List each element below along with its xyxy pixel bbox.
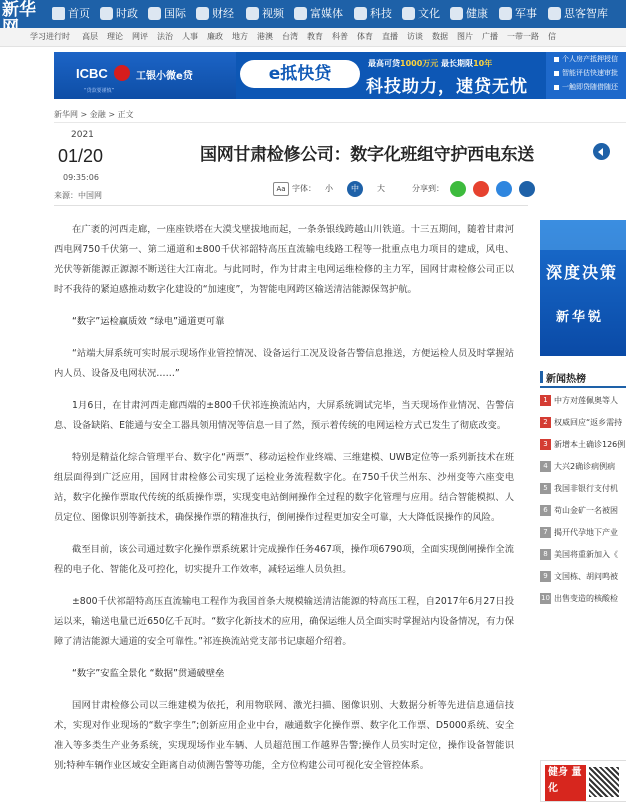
rank-badge: 5 (540, 483, 551, 494)
hot-news-item[interactable] (540, 588, 626, 606)
subnav-item[interactable]: 廉政 (207, 32, 223, 41)
rank-badge: 2 (540, 417, 551, 428)
hot-news-item[interactable] (540, 434, 626, 452)
hot-news-item[interactable] (540, 522, 626, 540)
rank-badge: 8 (540, 549, 551, 560)
subnav-item[interactable]: 学习进行时 (30, 32, 70, 41)
perk-text: 个人房产抵押授信 (562, 55, 618, 63)
terms-mid: 最长期限 (438, 59, 474, 68)
hot-news-text: 揭开代孕地下产业 (554, 528, 618, 537)
nav-label: 国际 (164, 7, 186, 20)
perk-item (546, 66, 626, 80)
brand-slogan: “贷款要谨慎” (84, 88, 115, 94)
site-logo[interactable] (2, 1, 48, 27)
nav-culture[interactable] (402, 0, 440, 28)
article-subheading: “数字”运检赢质效 “绿电”通道更可靠 (72, 316, 225, 327)
subnav-item[interactable]: 网评 (132, 32, 148, 41)
perk-item (546, 52, 626, 66)
wechat-icon[interactable] (450, 181, 466, 197)
hot-news-item[interactable] (540, 478, 626, 496)
rank-badge: 4 (540, 461, 551, 472)
hot-news-item[interactable] (540, 544, 626, 562)
article-body (54, 220, 514, 776)
subnav-item[interactable]: 图片 (457, 32, 473, 41)
article-title: 国网甘肃检修公司：数字化班组守护西电东送 (200, 145, 534, 165)
hot-news-text: 文国栋、胡问鸣被 (554, 572, 618, 581)
nav-think-tank[interactable] (548, 0, 608, 28)
nav-finance[interactable] (196, 0, 234, 28)
bullet-icon (554, 71, 559, 76)
nav-world[interactable] (148, 0, 186, 28)
bullet-icon (554, 57, 559, 62)
nav-label: 文化 (418, 7, 440, 20)
hot-news-header (540, 368, 626, 388)
nav-label: 富媒体 (310, 7, 343, 20)
sub-nav (0, 28, 626, 47)
qzone-icon[interactable] (496, 181, 512, 197)
nav-label: 视频 (262, 7, 284, 20)
article-paragraph: 1月6日，在甘肃河西走廊西端的±800千伏祁连换流站内，大屏系统调试完毕，当天现场作业情况、告警信息、设备缺陷、E能通与安全工器具领用情况等信息一目了然，预示着传统的电网运检方式已发生了彻底改变。 (54, 400, 514, 431)
ad-highlight (540, 220, 626, 250)
nav-health[interactable] (450, 0, 488, 28)
hot-news-item[interactable] (540, 390, 626, 408)
globe-icon (148, 7, 161, 20)
nav-label: 思客智库 (564, 7, 608, 20)
divider (54, 205, 528, 206)
nav-label: 时政 (116, 7, 138, 20)
article-time: 09:35:06 (63, 173, 99, 182)
logo-text: 新华 (2, 0, 36, 20)
font-icon: Aa (273, 182, 289, 196)
article-paragraph: ±800千伏祁韶特高压直流输电工程作为我国首条大规模输送清洁能源的特高压工程，自2017年6月27日投运以来，输送电量已近650亿千瓦时。“数字化新技术的应用，确保运维人员全面实时掌握站内设备情况，有力保障了清洁能源大通道的安全可靠性。”祁连换流站党支部书记康超介绍着。 (54, 596, 514, 647)
subnav-item[interactable]: 访谈 (407, 32, 423, 41)
perk-text: 一触即贷随借随还 (562, 83, 618, 91)
nav-label: 首页 (68, 7, 90, 20)
nav-military[interactable] (499, 0, 537, 28)
subnav-item[interactable]: 地方 (232, 32, 248, 41)
tech-icon (354, 7, 367, 20)
brand-name: 工银小微e贷 (136, 71, 193, 82)
subnav-item[interactable]: 高层 (82, 32, 98, 41)
icbc-panel (54, 52, 236, 99)
article-year: 2021 (71, 130, 94, 140)
subnav-item[interactable]: 人事 (182, 32, 198, 41)
health-icon (450, 7, 463, 20)
banner-terms (368, 58, 492, 69)
article-source: 来源：中国网 (54, 191, 102, 200)
subnav-item[interactable]: 教育 (307, 32, 323, 41)
perk-text: 智能评估快速审批 (562, 69, 618, 77)
ad-banner[interactable] (54, 52, 626, 99)
ad-subheading: 新华锐 (556, 310, 605, 325)
divider (54, 122, 626, 123)
sidebar-ad[interactable] (540, 220, 626, 356)
hot-news-text: 美国将重新加入《 (554, 550, 618, 559)
rank-badge: 1 (540, 395, 551, 406)
font-size-large-button[interactable]: 大 (377, 184, 385, 193)
bullet-icon (554, 85, 559, 90)
terms-amount: 1000万元 (400, 59, 439, 68)
perk-item (546, 80, 626, 94)
rank-badge: 3 (540, 439, 551, 450)
subnav-item[interactable]: 台湾 (282, 32, 298, 41)
terms-period: 10年 (473, 59, 493, 68)
nav-label: 财经 (212, 7, 234, 20)
culture-icon (402, 7, 415, 20)
subnav-item[interactable]: 理论 (107, 32, 123, 41)
rank-badge: 10 (541, 594, 550, 602)
header-accent (540, 371, 543, 383)
subnav-item[interactable]: 数据 (432, 32, 448, 41)
hot-news-text: 新增本土确诊126例 (554, 440, 626, 449)
terms-prefix: 最高可贷 (368, 59, 400, 68)
article-paragraph: 截至目前，该公司通过数字化操作票系统累计完成操作任务467项，操作项6790项，全面实现倒闸操作全流程的电子化、智能化及可控化，切实提升工作效率，减轻运维人员负担。 (54, 544, 514, 575)
nav-label: 科技 (370, 7, 392, 20)
military-icon (499, 7, 512, 20)
hot-news-item[interactable] (540, 566, 626, 584)
subnav-item[interactable]: 直播 (382, 32, 398, 41)
banner-slogan: 科技助力，速贷无忧 (366, 77, 528, 97)
weibo-icon[interactable] (473, 181, 489, 197)
nav-rich-media[interactable] (294, 0, 343, 28)
nav-label: 军事 (515, 7, 537, 20)
home-icon (52, 7, 65, 20)
nav-video[interactable] (246, 0, 284, 28)
hot-news-item[interactable] (540, 412, 626, 430)
rich-media-icon (294, 7, 307, 20)
speaker-icon[interactable] (593, 143, 610, 160)
nav-politics[interactable] (100, 0, 138, 28)
font-size-label: 字体： (292, 184, 316, 193)
subnav-item[interactable]: 法治 (157, 32, 173, 41)
subnav-item[interactable]: 港澳 (257, 32, 273, 41)
article-paragraph: 国网甘肃检修公司以三维建模为依托，利用物联网、激光扫描、图像识别、大数据分析等先进信息通信技术，实现对作业现场的“数字孪生”;创新应用企业中台，融通数字化操作票、数字化工作票、D5000系统、安全准入等多类生产业务系统，实现现场作业车辆、人员超范围工作越界告警;操作人员实时定位，操作设备智能识别;特种车辆作业区域安全距离自动侦测告警等功能，全方位构建公司可视化安全管控体系。 (54, 700, 514, 771)
hot-news-title: 新闻热榜 (546, 374, 586, 385)
nav-tech[interactable] (354, 0, 392, 28)
subnav-item[interactable]: 信 (548, 32, 556, 41)
qr-code-icon (589, 767, 619, 797)
hot-news-item[interactable] (540, 456, 626, 474)
subnav-item[interactable]: 一带一路 (507, 32, 539, 41)
article-subheading: “数字”安监全景化 “数据”贯通破壁垒 (72, 668, 225, 679)
hot-news-text: 权威回应“返乡需持 (554, 418, 623, 427)
finance-icon (196, 7, 209, 20)
sidebar-ad-bottom[interactable] (540, 760, 626, 802)
video-icon (246, 7, 259, 20)
article-date: 01/20 (58, 146, 104, 166)
subnav-item[interactable]: 体育 (357, 32, 373, 41)
hot-news-text: 大兴2确诊病例病 (554, 462, 616, 471)
icbc-logo-icon (114, 65, 130, 81)
product-name: e抵快贷 (240, 60, 360, 88)
share-label: 分享到： (412, 184, 444, 193)
banner-perks (546, 52, 626, 99)
font-size-medium-button[interactable]: 中 (347, 181, 363, 197)
nav-label: 健康 (466, 7, 488, 20)
ad-red-block: 健身 量化 (545, 765, 586, 801)
hot-news-text: 我国非银行支付机 (554, 484, 618, 493)
app-icon[interactable] (519, 181, 535, 197)
article-paragraph: 在广袤的河西走廊，一座座铁塔在大漠戈壁拔地而起，一条条银线跨越山川铁道。十三五期间，随着甘肃河西电网750千伏第一、第二通道和±800千伏祁韶特高压直流输电线路工程等一批重点电力项目的建成，风电、光伏等新能源正源源不断送往大江南北。与此同时，作为甘肃主电网运维检修的主力军，国网甘肃检修公司正以时不我待的紧迫感推动数字化建设的“加速度”，为智能电网跨区输送清洁能源保驾护航。 (54, 224, 514, 295)
rank-badge: 6 (540, 505, 551, 516)
hot-news-item[interactable] (540, 500, 626, 518)
subnav-item[interactable]: 广播 (482, 32, 498, 41)
hot-news-text: 出售变造的核酸检 (554, 594, 618, 603)
nav-home[interactable] (52, 0, 90, 28)
think-tank-icon (548, 7, 561, 20)
top-nav (0, 0, 626, 28)
politics-icon (100, 7, 113, 20)
ad-heading: 深度决策 (546, 263, 619, 282)
rank-badge: 9 (540, 571, 551, 582)
subnav-item[interactable]: 科普 (332, 32, 348, 41)
font-size-small-button[interactable]: 小 (325, 184, 333, 193)
hot-news-text: 苟山金矿一名被困 (554, 506, 618, 515)
hot-news-text: 中方对莲佩奥等人 (554, 396, 618, 405)
rank-badge: 7 (540, 527, 551, 538)
breadcrumb[interactable]: 新华网 > 金融 > 正文 (54, 110, 134, 119)
article-paragraph: 特别是精益化综合管理平台、数字化“两票”、移动运检作业终端、三维建模、UWB定位等一系列新技术在班组层面得到广泛应用，国网甘肃检修公司实现了运检业务流程数字化。在750千伏兰州东、沙州变等六座变电站，数字化操作票取代传统的纸质操作票，实现变电站倒闸操作全过程的数字化管理与应用。结合智能模拟、人员定位、图像识别等新技术，确保操作票的精准执行，倒闸操作过程更加安全可靠，大大降低误操作的风险。 (54, 452, 514, 523)
article-paragraph: “站端大屏系统可实时展示现场作业管控情况、设备运行工况及设备告警信息推送，方便运检人员及时掌握站内人员、设备及电网状况……” (54, 348, 514, 379)
icbc-logo-text: ICBC (76, 66, 108, 81)
